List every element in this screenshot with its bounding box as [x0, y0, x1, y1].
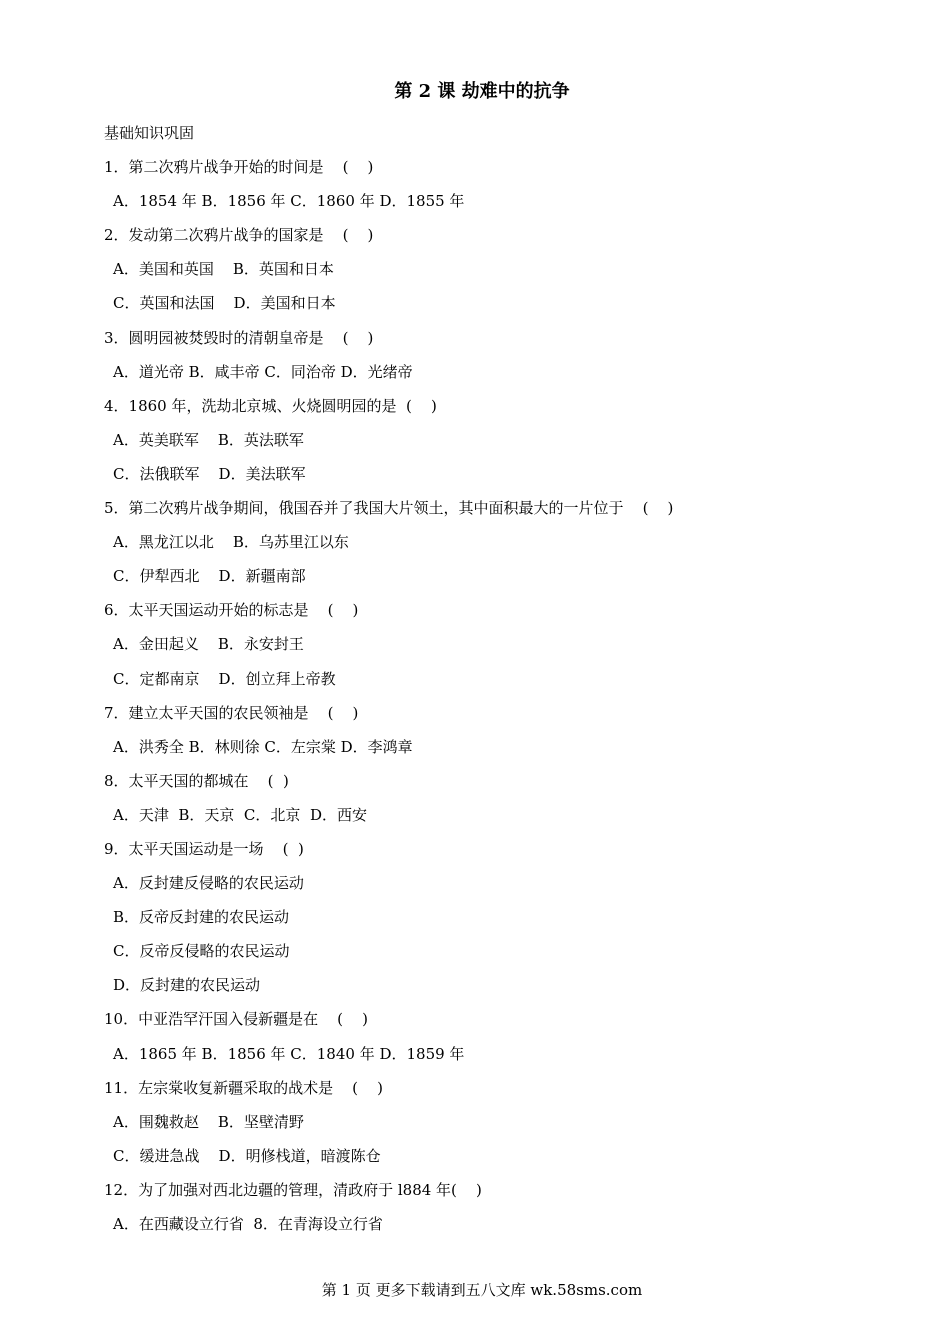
- question-text: 2．发动第二次鸦片战争的国家是 ( ): [104, 226, 374, 245]
- answer-options: A．在西藏设立行省 8．在青海设立行省: [113, 1215, 383, 1233]
- answer-options: A．1854 年 B．1856 年 C．1860 年 D．1855 年: [113, 192, 465, 211]
- answer-options: D．反封建的农民运动: [113, 976, 261, 995]
- question-text: 3．圆明园被焚毁时的清朝皇帝是 ( ): [104, 328, 374, 347]
- page-footer: 第 1 页 更多下载请到五八文库 wk.58sms.com: [321, 1281, 643, 1299]
- answer-options: C．缓进急战 D．明修栈道，暗渡陈仓: [113, 1146, 381, 1165]
- question-text: 9．太平天国运动是一场 ( ): [104, 839, 304, 858]
- answer-options: A．天津 B．天京 C．北京 D．西安: [113, 805, 367, 824]
- answer-options: A．道光帝 B．咸丰帝 C．同治帝 D．光绪帝: [113, 362, 413, 381]
- answer-options: C．法俄联军 D．美法联军: [113, 464, 306, 483]
- question-text: 7．建立太平天国的农民领袖是 ( ): [104, 703, 359, 722]
- answer-options: A．英美联军 B．英法联军: [113, 430, 304, 449]
- answer-options: A．黑龙江以北 B．乌苏里江以东: [113, 533, 349, 552]
- question-text: 10．中亚浩罕汗国入侵新疆是在 ( ): [104, 1010, 368, 1029]
- question-text: 5．第二次鸦片战争期间，俄国吞并了我国大片领土，其中面积最大的一片位于 ( ): [104, 499, 674, 518]
- question-text: 6．太平天国运动开始的标志是 ( ): [104, 601, 359, 620]
- answer-options: A．反封建反侵略的农民运动: [113, 874, 304, 893]
- question-text: 8．太平天国的都城在 ( ): [104, 771, 289, 790]
- answer-options: A．围魏救赵 B．坚壁清野: [113, 1112, 304, 1131]
- answer-options: A．洪秀全 B．林则徐 C．左宗棠 D．李鸿章: [113, 737, 413, 756]
- section-heading: 基础知识巩固: [104, 124, 195, 142]
- answer-options: A．1865 年 B．1856 年 C．1840 年 D．1859 年: [113, 1044, 465, 1063]
- question-text: 11．左宗棠收复新疆采取的战术是 ( ): [104, 1078, 383, 1097]
- answer-options: A．金田起义 B．永安封王: [113, 635, 304, 654]
- answer-options: C．伊犁西北 D．新疆南部: [113, 567, 306, 586]
- answer-options: C．英国和法国 D．美国和日本: [113, 294, 336, 313]
- question-text: 4．1860 年，洗劫北京城、火烧圆明园的是 ( ): [104, 396, 437, 415]
- question-lines: [104, 150, 884, 1241]
- answer-options: A．美国和英国 B．英国和日本: [113, 260, 334, 279]
- question-text: 12．为了加强对西北边疆的管理，清政府于 l884 年( ): [104, 1180, 482, 1199]
- answer-options: B．反帝反封建的农民运动: [113, 908, 290, 927]
- question-text: 1．第二次鸦片战争开始的时间是 ( ): [104, 158, 374, 177]
- question-list: [104, 116, 884, 1241]
- answer-options: C．反帝反侵略的农民运动: [113, 942, 290, 961]
- answer-options: C．定都南京 D．创立拜上帝教: [113, 669, 336, 688]
- page-title: 第 2 课 劫难中的抗争: [394, 81, 570, 102]
